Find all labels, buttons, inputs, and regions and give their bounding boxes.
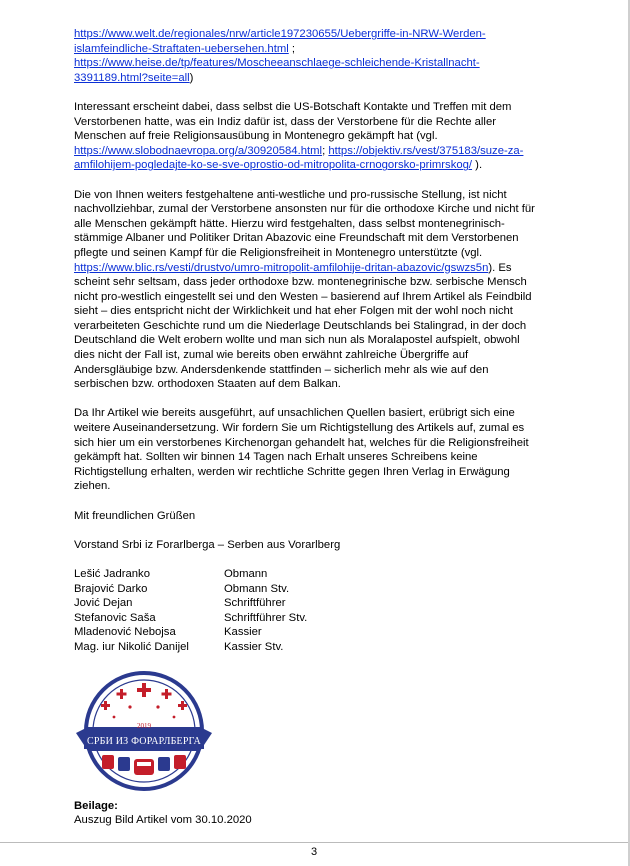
blic-link[interactable]: https://www.blic.rs/vesti/drustvo/umro-mitropolit-amfilohije-dritan-abazovic/gswzs5n xyxy=(74,261,489,274)
links-close: ) xyxy=(189,71,194,84)
board-title: Vorstand Srbi iz Forarlberga – Serben aus Vorarlberg xyxy=(74,538,341,551)
footer-divider xyxy=(0,842,628,843)
signatory-row xyxy=(74,582,307,597)
objektiv-link[interactable]: https://objektiv.rs/vest/375183/suze-za- amfilohijem-pogledajte-ko-se-sve-oprostio-od-mitropolita-crnogorsko-primrskog/ xyxy=(74,144,524,172)
beilage-text: Auszug Bild Artikel vom 30.10.2020 xyxy=(74,814,252,827)
signatory-role: Obmann Stv. xyxy=(224,582,290,595)
beilage-title: Beilage: xyxy=(74,799,118,812)
paragraph-us-embassy: Interessant erscheint dabei, dass selbst die US-Botschaft Kontakte und Treffen mit dem Verstorbenen hatte, was ein Indiz dafür ist, dass der Verstorbene für die Rechte aller Menschen auf freie Religionsausübung in Montenegro gekämpft hat (vgl. https://www.slobodnaevropa.org/a/30920584.html; https://objektiv.rs/vest/375183/suze-za- amfilohijem-pogledajte-ko-se-sve-oprostio-od-mitropolita-crnogorsko-primrskog/ ). xyxy=(74,100,524,172)
signatory-name: Stefanovic Saša xyxy=(74,611,156,624)
signatory-row xyxy=(74,625,307,640)
signatory-role: Kassier xyxy=(224,626,262,639)
signatory-role: Schriftführer Stv. xyxy=(224,611,308,624)
signatories-table xyxy=(74,567,307,655)
signatory-role: Obmann xyxy=(224,567,268,580)
paragraph-stance: Die von Ihnen weiters festgehaltene anti-westliche und pro-russische Stellung, ist nicht nachvollziehbar, zumal der Verstorbene ansonsten nur für die orthodoxe Kirche und nicht für alle Menschen gekämpft hätte. Hierzu wird festgehalten, dass selbst montenegrinisch- stämmige Albaner und Politiker Dritan Abazovic eine Freundschaft mit dem Verstorbenen pflegte und seinen Kampf für die Religionsfreiheit in Montenegro unterstützte (vgl. https://www.blic.rs/vesti/drustvo/umro-mitropolit-amfilohije-dritan-abazovic/gswzs5n). Es scheint sehr seltsam, dass jeder orthodoxe bzw. montenegrinische bzw. serbische Mensch nicht pro-westlich eingestellt sei und den Westen – basierend auf Ihrem Artikel als Feindbild sieht – dies entspricht nicht der Wirklichkeit und hat eher Folgen mit der wohl noch nicht verarbeiteten Geschichte rund um die Niederlage Deutschlands bei Stalingrad, in der doch Deutschland die Welt erobern wollte und man sich nun als Moralapostel aufspielt, obwohl dies nicht der Fall ist, zumal wie bereits oben erwähnt zahlreiche Übergriffe auf Andersgläubige bzw. Andersdenkende stattfinden – sicherlich mehr als wie auf den serbischen bzw. orthodoxen Staaten auf dem Balkan. xyxy=(74,188,535,391)
beilage-block xyxy=(74,799,556,828)
signatory-name: Lešić Jadranko xyxy=(74,567,150,580)
signatory-row xyxy=(74,611,307,626)
signatory-name: Brajović Darko xyxy=(74,582,148,595)
paragraph-demand: Da Ihr Artikel wie bereits ausgeführt, auf unsachlichen Quellen basiert, erübrigt sich eine weitere Auseinandersetzung. Wir fordern Sie um Richtigstellung des Artikels auf, zumal es sich hier um ein verstorbenes Kirchenorgan gehandelt hat, welches für die Religionsfreiheit gekämpft hat. Sollten wir binnen 14 Tagen nach Erhalt unseres Schreibens keine Richtigstellung erhalten, werden wir rechtliche Schritte gegen Ihren Verlag in Erwägung ziehen. xyxy=(74,407,529,493)
association-seal xyxy=(74,667,214,797)
signatory-name: Mladenović Nebojsa xyxy=(74,626,176,639)
seal-banner-text: СРБИ ИЗ ФОРАРЛБЕРГА xyxy=(87,736,201,748)
slobodnaevropa-link[interactable]: https://www.slobodnaevropa.org/a/30920584.html xyxy=(74,144,323,157)
links-sep: ; xyxy=(288,42,296,55)
closing: Mit freundlichen Grüßen xyxy=(74,509,196,522)
page-number: 3 xyxy=(310,846,318,858)
signatory-name: Mag. iur Nikolić Danijel xyxy=(74,640,189,653)
signatory-row xyxy=(74,567,307,582)
signatory-row xyxy=(74,596,307,611)
signatory-role: Kassier Stv. xyxy=(224,640,284,653)
seal-year: 2019 xyxy=(137,722,151,731)
links-block xyxy=(74,27,556,85)
signatory-name: Jović Dejan xyxy=(74,597,133,610)
heise-link[interactable]: https://www.heise.de/tp/features/Moscheeanschlaege-schleichende-Kristallnacht- 3391189.html?seite=all xyxy=(74,57,480,84)
signatory-role: Schriftführer xyxy=(224,597,286,610)
signatory-row xyxy=(74,640,307,655)
seal-sub-text: SERBEN AUS VORARLBERG xyxy=(114,751,174,757)
letter-body xyxy=(74,27,556,828)
welt-link[interactable]: https://www.welt.de/regionales/nrw/article197230655/Uebergriffe-in-NRW-Werden- islamfeindliche-Straftaten-uebersehen.html xyxy=(74,28,486,55)
